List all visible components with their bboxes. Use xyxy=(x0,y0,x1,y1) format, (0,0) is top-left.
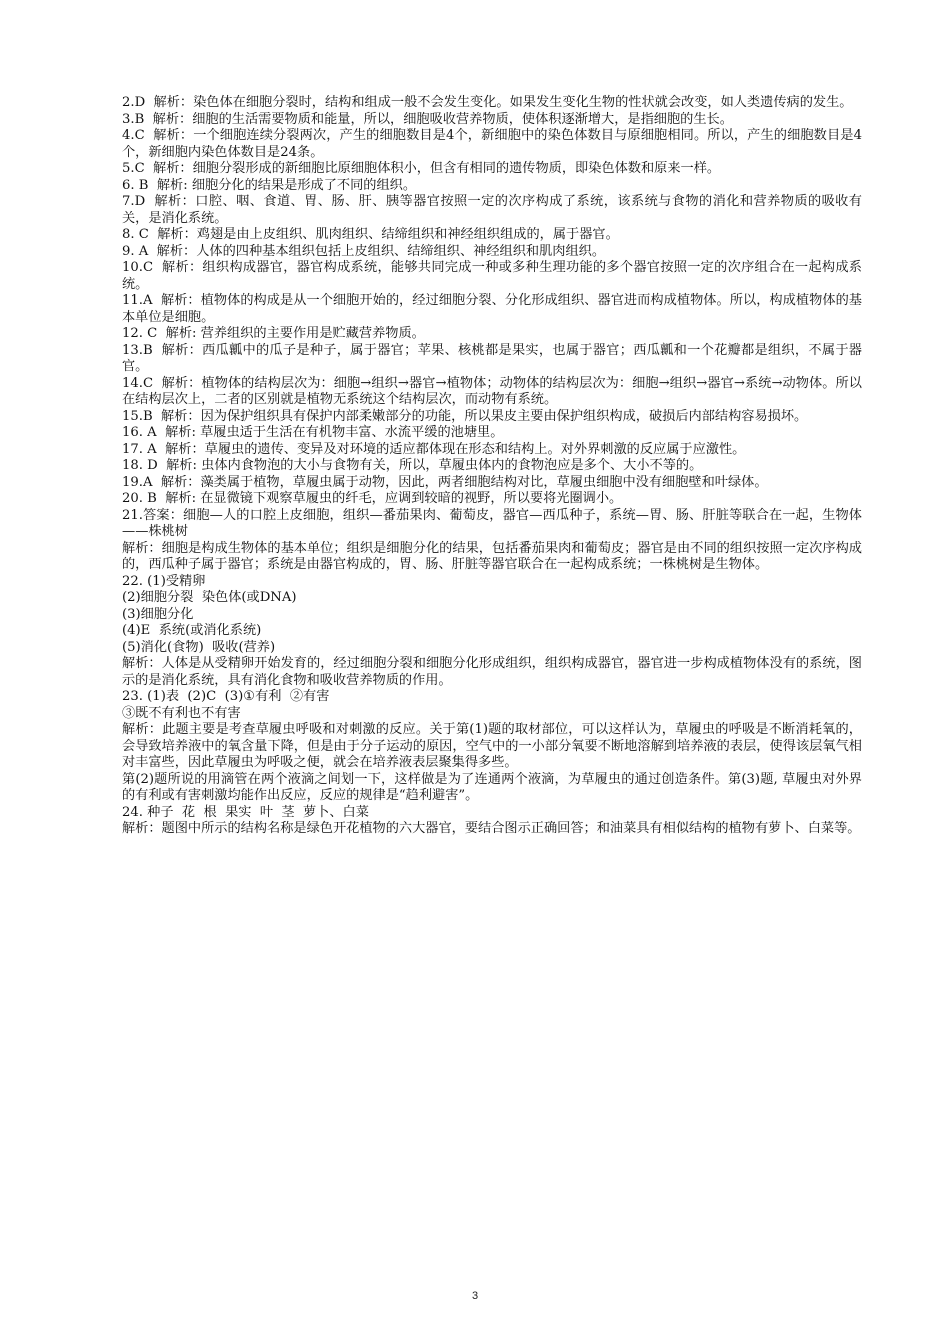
answer-line-14: 14.C 解析：植物体的结构层次为：细胞→组织→器官→植物体；动物体的结构层次为：细胞→组织→器官→系统→动物体。所以在结构层次上，二者的区别就是植物无系统这个结构层次，而动物有系统。 xyxy=(122,375,862,407)
answer-line-19: 19.A 解析：藻类属于植物，草履虫属于动物，因此，两者细胞结构对比，草履虫细胞中没有细胞壁和叶绿体。 xyxy=(122,474,768,490)
explanation-23-a: 解析：此题主要是考查草履虫呼吸和对刺激的反应。关于第(1)题的取材部位，可以这样认为，草履虫的呼吸是不断消耗氧的，会导致培养液中的氧含量下降，但是由于分子运动的原因，空气中的一小部分氧要不断地溶解到培养液的表层，使得该层氧气相对丰富些，因此草履虫为呼吸之便，就会在培养液表层聚集得多些。 xyxy=(122,722,862,770)
explanation-22: 解析：人体是从受精卵开始发育的，经过细胞分裂和细胞分化形成组织，组织构成器官，器官进一步构成植物体没有的系统，图示的是消化系统，具有消化食物和吸收营养物质的作用。 xyxy=(122,656,862,688)
answer-line-13: 13.B 解析：西瓜瓤中的瓜子是种子，属于器官；苹果、核桃都是果实，也属于器官；西瓜瓤和一个花瓣都是组织，不属于器官。 xyxy=(122,342,862,374)
answer-line-17: 17. A 解析：草履虫的遗传、变异及对环境的适应都体现在形态和结构上。对外界刺激的反应属于应激性。 xyxy=(122,441,746,457)
answer-line-2: 2.D 解析：染色体在细胞分裂时，结构和组成一般不会发生变化。如果发生变化生物的性状就会改变，如人类遗传病的发生。 xyxy=(122,95,853,110)
answer-line-6: 6. B 解析: 细胞分化的结果是形成了不同的组织。 xyxy=(122,177,417,193)
answer-line-10: 10.C 解析：组织构成器官，器官构成系统，能够共同完成一种或多种生理功能的多个器官按照一定的次序组合在一起构成系统。 xyxy=(122,260,862,292)
answer-line-16: 16. A 解析: 草履虫适于生活在有机物丰富、水流平缓的池塘里。 xyxy=(122,425,504,440)
answer-line-7: 7.D 解析：口腔、咽、食道、胃、肠、肝、胰等器官按照一定的次序构成了系统，该系统与食物的消化和营养物质的吸收有关，是消化系统。 xyxy=(122,194,862,226)
answer-line-22-5: (5)消化(食物) 吸收(营养) xyxy=(122,639,276,655)
answer-line-22-1: 22. (1)受精卵 xyxy=(122,573,206,589)
answer-line-21: 21.答案：细胞—人的口腔上皮细胞，组织—番茄果肉、葡萄皮，器官—西瓜种子，系统—胃、肠、肝脏等联合在一起，生物体——株桃树 xyxy=(122,507,862,539)
explanation-21: 解析：细胞是构成生物体的基本单位；组织是细胞分化的结果，包括番茄果肉和葡萄皮；器官是由不同的组织按照一定次序构成的，西瓜种子属于器官；系统是由器官构成的，胃、肠、肝脏等器官联合在一起构成系统；一株桃树是生物体。 xyxy=(122,540,862,572)
answer-line-22-3: (3)细胞分化 xyxy=(122,606,194,622)
answer-line-3: 3.B 解析：细胞的生活需要物质和能量，所以，细胞吸收营养物质，使体积逐渐增大，是指细胞的生长。 xyxy=(122,111,733,127)
answer-line-5: 5.C 解析：细胞分裂形成的新细胞比原细胞体积小，但含有相同的遗传物质，即染色体数和原来一样。 xyxy=(122,161,721,176)
explanation-24: 解析：题图中所示的结构名称是绿色开花植物的六大器官，要结合图示正确回答；和油菜具有相似结构的植物有萝卜、白菜等。 xyxy=(122,821,861,836)
answer-line-15: 15.B 解析：因为保护组织具有保护内部柔嫩部分的功能，所以果皮主要由保护组织构成，破损后内部结构容易损坏。 xyxy=(122,408,808,424)
answer-line-22-2: (2)细胞分裂 染色体(或DNA) xyxy=(122,590,297,605)
answer-line-8: 8. C 解析：鸡翅是由上皮组织、肌肉组织、结缔组织和神经组织组成的，属于器官。 xyxy=(122,227,619,242)
answer-line-11: 11.A 解析：植物体的构成是从一个细胞开始的，经过细胞分裂、分化形成组织、器官进而构成植物体。所以，构成植物体的基本单位是细胞。 xyxy=(122,293,862,325)
answer-line-23-3: ③既不有利也不有害 xyxy=(122,705,241,721)
page-number: 3 xyxy=(471,1290,479,1302)
answer-line-24: 24. 种子 花 根 果实 叶 茎 萝卜、白菜 xyxy=(122,804,369,820)
answer-line-22-4: (4)E 系统(或消化系统) xyxy=(122,623,262,638)
answer-line-18: 18. D 解析: 虫体内食物泡的大小与食物有关，所以，草履虫体内的食物泡应是多个、大小不等的。 xyxy=(122,458,703,473)
answer-line-20: 20. B 解析: 在显微镜下观察草履虫的纤毛，应调到较暗的视野，所以要将光圈调小。 xyxy=(122,491,623,506)
explanation-23-b: 第(2)题所说的用滴管在两个液滴之间划一下，这样做是为了连通两个液滴，为草履虫的通过创造条件。第(3)题, 草履虫对外界的有利或有害刺激均能作出反应，反应的规律是“趋利避害”。 xyxy=(122,771,862,803)
answer-line-12: 12. C 解析: 营养组织的主要作用是贮藏营养物质。 xyxy=(122,326,425,341)
answer-line-9: 9. A 解析：人体的四种基本组织包括上皮组织、结缔组织、神经组织和肌肉组织。 xyxy=(122,243,606,259)
answer-line-4: 4.C 解析：一个细胞连续分裂两次，产生的细胞数目是4个，新细胞中的染色体数目与原细胞相同。所以，产生的细胞数目是4个，新细胞内染色体数目是24条。 xyxy=(122,128,862,160)
answer-text-block xyxy=(122,95,862,838)
answer-line-23: 23. (1)表 (2)C (3)①有利 ②有害 xyxy=(122,689,330,704)
